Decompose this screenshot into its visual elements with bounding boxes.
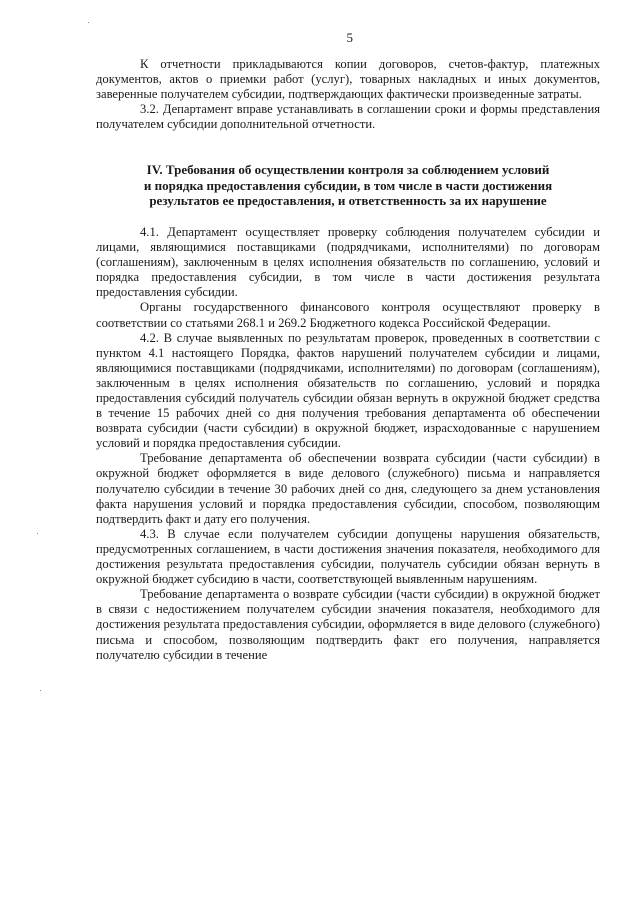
scan-speck [88,22,89,23]
paragraph-return-requirement: Требование департамента об обеспечении возврата субсидии (части субсидии) в окружной бюджет оформляется в виде делового (служебного) письма и направляется получателю субсидии в течение 30 рабочих дней со дня, следующего за днем установления факта нарушения условий и порядка предоставления субсидии, способом, позволяющим подтвердить факт и дату его получения. [96,451,600,526]
paragraph-4-2: 4.2. В случае выявленных по результатам проверок, проведенных в соответствии с пунктом 4.1 настоящего Порядка, фактов нарушений получателем субсидии и лицами, являющимися поставщиками (подрядчиками, исполнителями) по договорам (соглашениям), заключенным в целях исполнения обязательств по соглашению, условий и порядка предоставления субсидий получатель субсидии обязан вернуть в окружной бюджет средства в течение 15 рабочих дней со дня получения требования департамента об обеспечении возврата субсидии (части субсидии) в окружной бюджет, израсходованные с нарушением условий и порядка предоставления субсидии. [96,330,600,451]
paragraph-4-3: 4.3. В случае если получателем субсидии допущены нарушения обязательств, предусмотренных соглашением, в части достижения значения показателя, необходимого для достижения результата предоставления субсидии, получатель субсидии обязан вернуть в окружной бюджет субсидию в части, соответствующей выявленным нарушениям. [96,526,600,587]
scan-speck [40,690,41,691]
paragraph-return-indicator: Требование департамента о возврате субсидии (части субсидии) в окружной бюджет в связи с недостижением получателем субсидии значения показателя, необходимого для достижения результата предоставления субсидии, оформляется в виде делового (служебного) письма и способом, позволяющим подтвердить факт его получения, направляется получателю субсидии в течение [96,587,600,662]
paragraph-4-1: 4.1. Департамент осуществляет проверку соблюдения получателем субсидии и лицами, являющимися поставщиками (подрядчиками, исполнителями) по договорам (соглашениям), заключенным в целях исполнения обязательств по соглашению, условий и порядка предоставления субсидии, в том числе в части достижения результата предоставления субсидии. [96,224,600,300]
scan-speck [37,533,38,534]
paragraph-3-2: 3.2. Департамент вправе устанавливать в соглашении сроки и формы представления получателем субсидии дополнительной отчетности. [96,102,600,132]
section-heading [96,162,600,209]
document-body [96,57,600,663]
paragraph-reporting-attachments: К отчетности прикладываются копии договоров, счетов-фактур, платежных документов, актов о приемки работ (услуг), товарных накладных и иных документов, заверенные получателем субсидии, подтверждающих фактически произведенные затраты. [96,57,600,102]
section-heading-line: и порядка предоставления субсидии, в том числе в части достижения [143,177,553,193]
page-number: 5 [346,30,354,45]
section-heading-line: результатов ее предоставления, и ответственность за их нарушение [149,193,547,209]
section-heading-line: IV. Требования об осуществлении контроля за соблюдением условий [146,162,550,178]
paragraph-financial-control: Органы государственного финансового контроля осуществляют проверку в соответствии со статьями 268.1 и 269.2 Бюджетного кодекса Российской Федерации. [96,300,600,330]
